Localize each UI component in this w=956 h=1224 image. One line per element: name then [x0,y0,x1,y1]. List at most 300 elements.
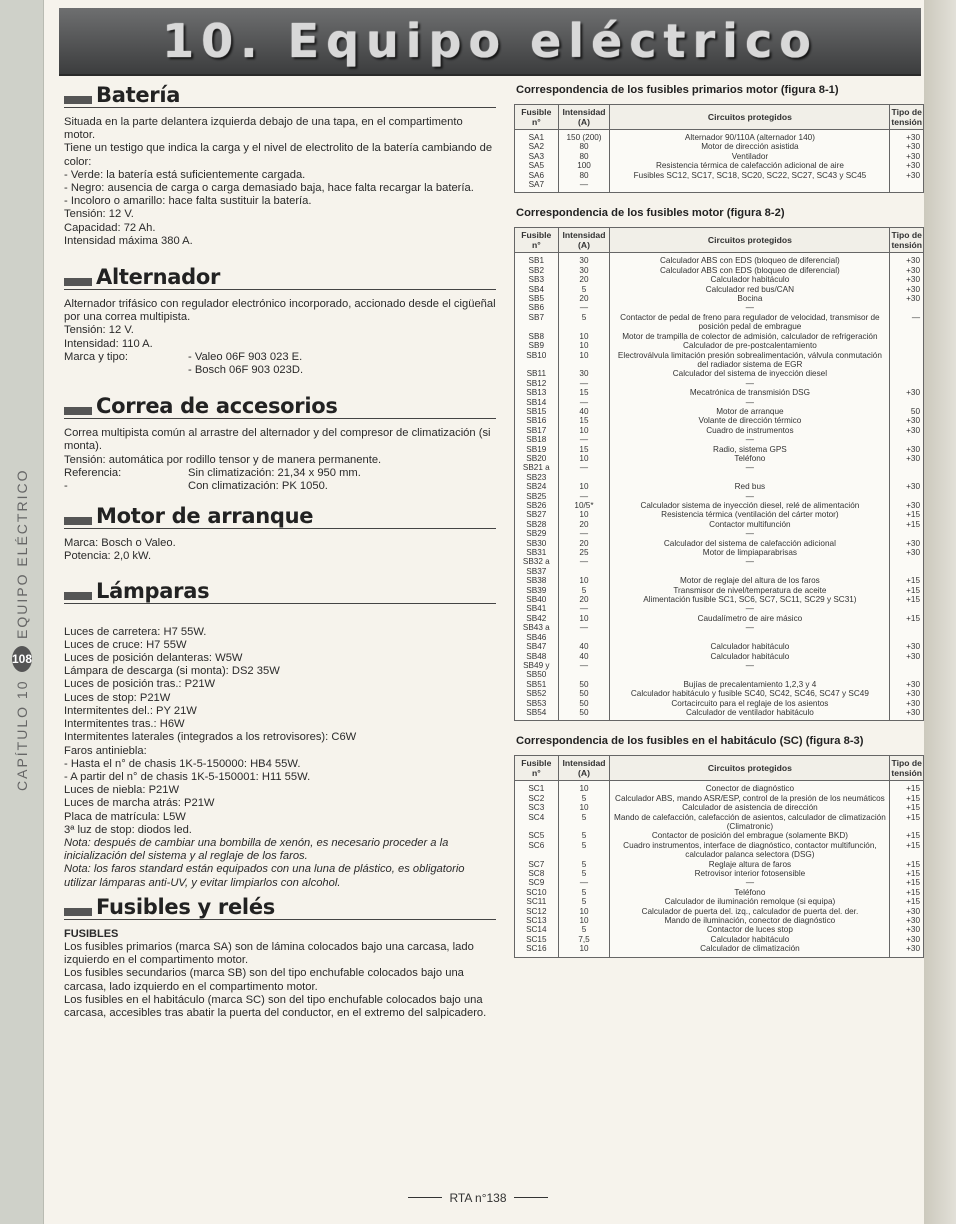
table-row [515,285,924,294]
table-cell: +30 [890,253,924,266]
table-row [515,860,924,869]
table-cell: +30 [890,152,924,161]
table-row [515,426,924,435]
table-cell: — [610,661,890,680]
chapter-sidebar [0,0,44,1224]
table-cell: — [558,604,610,613]
marca-label: Marca y tipo: [64,350,129,363]
table-cell: SB15 [515,407,559,416]
table-cell: 5 [558,869,610,878]
table-title: Correspondencia de los fusibles en el habitáculo (SC) (figura 8-3) [516,735,864,748]
table-cell [890,398,924,407]
table-cell: +30 [890,501,924,510]
text-line: - Verde: la batería está suficientemente cargada. [64,168,306,181]
table-cell: Calculador de asistencia de dirección [610,803,890,812]
text-line: - Valeo 06F 903 023 E. [188,350,303,363]
table-cell: 10 [558,576,610,585]
text-line: Luces de marcha atrás: P21W [64,797,215,810]
table-row [515,925,924,934]
table-cell: 20 [558,539,610,548]
table-row [515,492,924,501]
table-cell: Contactor de luces stop [610,925,890,934]
table-cell: — [610,398,890,407]
table-cell: +30 [890,445,924,454]
table-cell: Reglaje altura de faros [610,860,890,869]
table-cell: 30 [558,369,610,378]
table-row [515,482,924,491]
table-cell: 10 [558,614,610,623]
table-cell: Calculador de iluminación remolque (si equipa) [610,897,890,906]
text-line: Sin climatización: 21,34 x 950 mm. [188,466,361,479]
table-row [515,351,924,370]
column-header: Intensidad (A) [558,105,610,130]
table-cell: +30 [890,944,924,957]
table-row [515,266,924,275]
table-cell: 25 [558,548,610,557]
table-row [515,841,924,860]
section-marker [64,407,92,415]
table-cell: 30 [558,266,610,275]
sidebar-chapter: CAPÍTULO 10 [14,679,30,791]
table-cell: SB39 [515,586,559,595]
table-cell: +30 [890,294,924,303]
table-row [515,916,924,925]
table-header-row [515,105,924,130]
lamparas-note-1: Nota: después de cambiar una bombilla de xenón, es necesario proceder a la inicialización del sistema y al reglaje de los faros. [64,836,449,863]
table-cell: — [610,604,890,613]
referencia-label: Referencia: [64,466,122,479]
table-cell: SC4 [515,813,559,832]
table-cell: +30 [890,171,924,180]
table-cell: 50 [558,699,610,708]
table-cell: — [558,878,610,887]
table-cell: SB40 [515,595,559,604]
table-row [515,831,924,840]
table-cell: SB27 [515,510,559,519]
table-cell: +30 [890,426,924,435]
table-cell: Ventilador [610,152,890,161]
table-cell: — [610,529,890,538]
table-header-row [515,756,924,781]
table-cell: SC9 [515,878,559,887]
bateria-body [64,116,496,248]
table-row [515,907,924,916]
table-row [515,888,924,897]
section-motor-arranque [64,505,496,529]
section-title: Alternador [96,265,221,290]
table-cell: +30 [890,454,924,463]
table-row [515,539,924,548]
table-cell: Calculador habitáculo y fusible SC40, SC42, SC46, SC47 y SC49 [610,689,890,698]
table-cell: SB18 [515,435,559,444]
table-cell: +30 [890,907,924,916]
text-line: Luces de posición delanteras: W5W [64,652,243,665]
table-cell: Motor de dirección asistida [610,142,890,151]
table-cell: 80 [558,152,610,161]
table-cell: Calculador ABS con EDS (bloqueo de diferencial) [610,266,890,275]
table-cell: +15 [890,781,924,794]
text-line: Luces de niebla: P21W [64,784,180,797]
table-cell: Cuadro de instrumentos [610,426,890,435]
correa-referencia [64,467,496,493]
table-cell: Teléfono [610,888,890,897]
table-row [515,161,924,170]
table-row [515,813,924,832]
table-cell: +30 [890,161,924,170]
text-line: - Bosch 06F 903 023D. [188,364,304,377]
table-row [515,332,924,341]
table-cell: SB10 [515,351,559,370]
table-cell: 30 [558,253,610,266]
table-row [515,661,924,680]
section-marker [64,278,92,286]
page-title: 10. Equipo eléctrico [162,14,818,68]
table-cell: Calculador sistema de inyección diesel, relé de alimentación [610,501,890,510]
table-cell: 10 [558,351,610,370]
table-cell [890,341,924,350]
alternador-marca [64,351,496,377]
table-cell: 5 [558,794,610,803]
table-cell: Radio, sistema GPS [610,445,890,454]
table-cell: Bujías de precalentamiento 1,2,3 y 4 [610,680,890,689]
table-cell: +15 [890,897,924,906]
table-cell: +15 [890,841,924,860]
table-row [515,313,924,332]
table-row [515,445,924,454]
table-row [515,435,924,444]
table-cell: — [558,557,610,576]
table-row [515,614,924,623]
column-header: Fusible n° [515,105,559,130]
table-cell: Calculador de ventilador habitáculo [610,708,890,721]
table-row [515,878,924,887]
table-cell: Motor de limpiaparabrisas [610,548,890,557]
table-cell: 10 [558,426,610,435]
table-cell: SB2 [515,266,559,275]
table-cell: — [558,398,610,407]
table-cell: Mando de iluminación, conector de diagnóstico [610,916,890,925]
table-cell: +15 [890,794,924,803]
table-cell: SC14 [515,925,559,934]
table-cell: SA1 [515,130,559,143]
table-cell: Alimentación fusible SC1, SC6, SC7, SC11, SC29 y SC31) [610,595,890,604]
table-cell: Fusibles SC12, SC17, SC18, SC20, SC22, SC27, SC43 y SC45 [610,171,890,180]
page-number-badge: 108 [12,646,32,672]
fuse-table [514,755,924,957]
table-cell: 5 [558,285,610,294]
table-cell: 7,5 [558,935,610,944]
table-cell: SB3 [515,275,559,284]
text-line: Marca: Bosch o Valeo. [64,537,176,550]
table-cell: SB17 [515,426,559,435]
table-cell: +30 [890,548,924,557]
table-cell: 5 [558,813,610,832]
fusibles-subtitle: FUSIBLES [64,927,119,940]
table-cell: SB9 [515,341,559,350]
text-line: Faros antiniebla: [64,744,147,757]
table-cell: Calculador ABS, mando ASR/ESP, control de la presión de los neumáticos [610,794,890,803]
referencia-values [188,467,361,493]
table-cell: SB7 [515,313,559,332]
table-cell: +30 [890,652,924,661]
section-fusibles [64,896,496,920]
table-cell: Electroválvula limitación presión sobrealimentación, válvula conmutación del radiador sistema de EGR [610,351,890,370]
table-cell: 80 [558,142,610,151]
table-cell: 50 [558,680,610,689]
text-line: Intensidad: 110 A. [64,337,153,350]
table-cell: SA7 [515,180,559,193]
text-line: Capacidad: 72 Ah. [64,221,156,234]
table-cell: Teléfono [610,454,890,463]
table-cell: — [558,180,610,193]
table-row [515,152,924,161]
table-cell: +15 [890,888,924,897]
text-line: Correa multipista común al arrastre del alternador y del compresor de climatización (si monta). [64,427,491,453]
text-line: Intermitentes tras.: H6W [64,718,185,731]
column-header: Circuitos protegidos [610,756,890,781]
table-cell: Alternador 90/110A (alternador 140) [610,130,890,143]
table-cell: 20 [558,520,610,529]
table-row [515,398,924,407]
table-cell: — [558,661,610,680]
text-line: Placa de matrícula: L5W [64,810,186,823]
text-line: - Negro: ausencia de carga o carga demasiado baja, hace falta recargar la batería. [64,182,474,195]
text-line: Los fusibles primarios (marca SA) son de lámina colocados bajo una carcasa, lado izquierdo en el compartimento motor. [64,940,474,967]
table-row [515,586,924,595]
section-title: Motor de arranque [96,504,314,529]
table-row [515,944,924,957]
text-line: Con climatización: PK 1050. [188,480,328,493]
table-cell: +30 [890,699,924,708]
fuse-table [514,227,924,721]
table-cell: SC1 [515,781,559,794]
table-cell [890,557,924,576]
table-row [515,275,924,284]
table-cell: 10 [558,454,610,463]
fuse-table-block [514,735,924,957]
table-cell: Calculador habitáculo [610,642,890,651]
table-row [515,557,924,576]
table-row [515,520,924,529]
table-cell: SC6 [515,841,559,860]
table-cell: 40 [558,407,610,416]
table-cell: SA5 [515,161,559,170]
table-cell: SC11 [515,897,559,906]
text-line: Situada en la parte delantera izquierda debajo de una tapa, en el compartimento motor. [64,116,463,142]
table-cell: — [610,463,890,482]
table-cell [890,303,924,312]
table-cell: Calculador del sistema de inyección diesel [610,369,890,378]
table-cell: Volante de dirección térmico [610,416,890,425]
table-cell: +30 [890,482,924,491]
table-cell: Calculador de climatización [610,944,890,957]
table-cell: Transmisor de nivel/temperatura de aceite [610,586,890,595]
table-row [515,794,924,803]
text-line: - A partir del n° de chasis 1K-5-150001: H11 55W. [64,770,311,783]
table-cell: 20 [558,294,610,303]
table-cell: 5 [558,841,610,860]
marca-values [188,351,303,377]
section-lamparas [64,580,496,604]
table-cell: +30 [890,142,924,151]
table-cell: Cuadro instrumentos, interface de diagnóstico, contactor multifunción, calculador palanca selectora (DSG) [610,841,890,860]
table-cell: — [610,492,890,501]
table-cell: SC12 [515,907,559,916]
table-cell: — [610,878,890,887]
section-title: Fusibles y relés [96,894,275,919]
table-cell: SB28 [515,520,559,529]
table-cell [610,180,890,193]
section-marker [64,96,92,104]
table-row [515,303,924,312]
table-cell: SB48 [515,652,559,661]
table-cell: 5 [558,888,610,897]
table-cell: 20 [558,275,610,284]
table-cell: SB29 [515,529,559,538]
table-cell: +30 [890,539,924,548]
table-cell: +30 [890,130,924,143]
table-cell [890,463,924,482]
table-cell [890,623,924,642]
table-cell: SB5 [515,294,559,303]
table-cell: Bocina [610,294,890,303]
page-header [59,8,921,76]
sidebar-section: EQUIPO ELÉCTRICO [14,469,30,640]
table-cell [890,604,924,613]
table-cell: Calculador del sistema de calefacción adicional [610,539,890,548]
column-header: Tipo de tensión [890,105,924,130]
table-cell: 5 [558,925,610,934]
table-cell: 10 [558,510,610,519]
table-row [515,689,924,698]
table-cell: +30 [890,275,924,284]
table-row [515,454,924,463]
motor-body [64,537,496,563]
column-header: Circuitos protegidos [610,105,890,130]
table-row [515,708,924,721]
table-cell: +30 [890,266,924,275]
table-cell: Conector de diagnóstico [610,781,890,794]
table-cell: — [558,379,610,388]
table-cell: +15 [890,878,924,887]
table-cell: Resistencia térmica de calefacción adicional de aire [610,161,890,170]
table-cell: — [610,303,890,312]
table-row [515,463,924,482]
table-cell: 15 [558,388,610,397]
text-line: Tensión: 12 V. [64,324,134,337]
table-cell: — [610,379,890,388]
section-bateria [64,84,496,108]
table-cell: 10 [558,916,610,925]
table-cell: SC3 [515,803,559,812]
table-cell: Calculador habitáculo [610,275,890,284]
table-cell: +30 [890,388,924,397]
table-cell: — [558,303,610,312]
left-column [64,84,496,1020]
fuse-table-block [514,207,924,721]
table-cell: Mando de calefacción, calefacción de asientos, calculador de climatización (Climatronic) [610,813,890,832]
table-cell: SB19 [515,445,559,454]
table-cell: SB14 [515,398,559,407]
table-cell: — [558,435,610,444]
table-cell: Contactor de pedal de freno para regulador de velocidad, transmisor de posición pedal de embrague [610,313,890,332]
table-cell: 10 [558,341,610,350]
table-title: Correspondencia de los fusibles motor (figura 8-2) [516,207,785,220]
table-cell: Cortacircuito para el reglaje de los asientos [610,699,890,708]
table-cell: 10 [558,803,610,812]
table-cell: SB52 [515,689,559,698]
table-row [515,379,924,388]
column-header: Intensidad (A) [558,756,610,781]
table-cell: SB38 [515,576,559,585]
table-cell: 10 [558,332,610,341]
table-cell: Motor de trampilla de colector de admisión, calculador de refrigeración [610,332,890,341]
text-line: Tiene un testigo que indica la carga y el nivel de electrolito de la batería cambiando de color: [64,142,493,168]
table-cell: 10 [558,482,610,491]
column-header: Intensidad (A) [558,228,610,253]
text-line: - Hasta el n° de chasis 1K-5-150000: HB4 55W. [64,757,301,770]
table-cell: SB24 [515,482,559,491]
table-cell: +30 [890,642,924,651]
table-cell: — [558,463,610,482]
table-cell: — [890,313,924,332]
table-cell: 150 (200) [558,130,610,143]
column-header: Fusible n° [515,228,559,253]
table-cell: 10/5* [558,501,610,510]
table-cell: 80 [558,171,610,180]
text-line: Intermitentes laterales (integrados a los retrovisores): C6W [64,731,357,744]
table-cell: SB43 a SB46 [515,623,559,642]
table-cell [890,332,924,341]
referencia-dash: - [64,480,68,493]
table-cell: SB6 [515,303,559,312]
table-cell: +15 [890,860,924,869]
table-cell: SB8 [515,332,559,341]
table-cell: Mecatrónica de transmisión DSG [610,388,890,397]
table-cell: 5 [558,831,610,840]
section-title: Correa de accesorios [96,394,338,419]
table-cell [890,351,924,370]
table-row [515,130,924,143]
table-cell: 15 [558,445,610,454]
section-marker [64,517,92,525]
table-cell: +15 [890,869,924,878]
table-cell: Calculador habitáculo [610,652,890,661]
table-cell: 50 [890,407,924,416]
fuse-tables [514,84,924,958]
table-cell: Calculador red bus/CAN [610,285,890,294]
table-cell: SB21 a SB23 [515,463,559,482]
text-line: Luces de carretera: H7 55W. [64,625,207,638]
text-line: Potencia: 2,0 kW. [64,550,152,563]
table-cell: SA2 [515,142,559,151]
table-cell: — [610,435,890,444]
table-cell: SC8 [515,869,559,878]
table-cell: +15 [890,576,924,585]
table-cell: SB4 [515,285,559,294]
table-cell: Motor de arranque [610,407,890,416]
lamparas-note-2: Nota: los faros standard están equipados con una luna de plástico, es obligatorio utilizar lámparas anti-UV, y evitar limpiarlos con alcohol. [64,863,465,889]
table-cell: 20 [558,595,610,604]
table-title: Correspondencia de los fusibles primarios motor (figura 8-1) [516,84,839,96]
table-cell: SB1 [515,253,559,266]
table-cell: Caudalímetro de aire másico [610,614,890,623]
section-title: Batería [96,83,181,107]
page-edge [924,0,956,1224]
table-cell: 100 [558,161,610,170]
table-cell: Retrovisor interior fotosensible [610,869,890,878]
table-cell: Red bus [610,482,890,491]
